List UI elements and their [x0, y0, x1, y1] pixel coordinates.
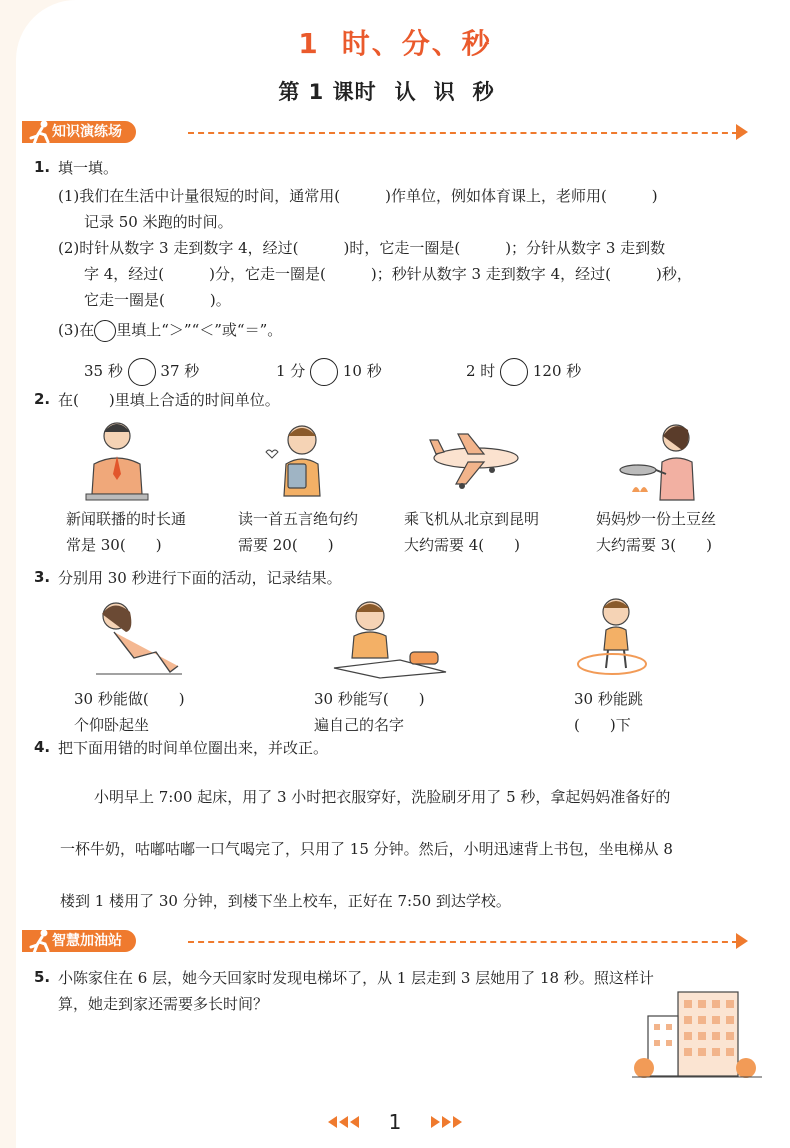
answer-circle[interactable]	[94, 320, 116, 342]
cooking-mother-icon	[616, 416, 706, 502]
caption-line: 常是 30( )	[66, 536, 162, 554]
question-text: 字 4，经过( )分，它走一圈是( )；秒针从数字 3 走到数字 4，经过( )秒，	[84, 265, 692, 283]
prev-arrow-icon	[339, 1116, 348, 1128]
next-arrow-icon	[442, 1116, 451, 1128]
question-text-suffix: 里填上“＞”“＜”或“＝”。	[116, 321, 283, 339]
prev-arrow-icon	[328, 1116, 337, 1128]
compare-right: 120 秒	[532, 362, 582, 380]
caption-line: 妈妈炒一份土豆丝	[596, 510, 717, 528]
question-text: 小陈家住在 6 层，她今天回家时发现电梯坏了，从 1 层走到 3 层她用了 18 秒。照这样计	[58, 969, 654, 987]
caption-line: 需要 20( )	[238, 536, 334, 554]
situp-girl-icon	[86, 596, 186, 678]
caption	[238, 506, 358, 558]
question-title: 分别用 30 秒进行下面的活动，记录结果。	[58, 569, 342, 587]
caption-line: 大约需要 3( )	[596, 536, 713, 554]
question-number: 1.	[34, 158, 51, 176]
compare-left: 35 秒	[84, 362, 123, 380]
section-dashed-line	[188, 941, 738, 943]
question-title: 填一填。	[58, 159, 119, 177]
story-line: 小明早上 7:00 起床，用了 3 小时把衣服穿好，洗脸刷牙用了 5 秒，拿起妈妈准备好的	[94, 788, 671, 806]
question-text	[58, 320, 282, 342]
question-number: 3.	[34, 568, 51, 586]
story-line: 楼到 1 楼用了 30 分钟，到楼下坐上校车，正好在 7:50 到达学校。	[60, 892, 511, 910]
caption	[574, 686, 643, 738]
answer-circle[interactable]	[500, 358, 528, 386]
question-number: 5.	[34, 968, 51, 986]
section-banner-challenge	[0, 930, 790, 954]
compare-right: 10 秒	[342, 362, 382, 380]
question-title: 在( )里填上合适的时间单位。	[58, 391, 280, 409]
caption-line: 大约需要 4( )	[404, 536, 521, 554]
caption-line: 个仰卧起坐	[74, 716, 150, 734]
writing-boy-icon	[330, 594, 450, 680]
caption-line: ( )下	[574, 716, 631, 734]
next-arrow-icon	[453, 1116, 462, 1128]
section-label: 知识演练场	[52, 124, 122, 140]
answer-circle[interactable]	[128, 358, 156, 386]
caption	[596, 506, 716, 558]
page-number: 1	[388, 1109, 402, 1134]
question-title: 把下面用错的时间单位圈出来，并改正。	[58, 739, 329, 757]
prev-arrow-icon	[350, 1116, 359, 1128]
question-text: 它走一圈是( )。	[84, 291, 231, 309]
next-arrow-icon	[431, 1116, 440, 1128]
caption-line: 30 秒能做( )	[74, 690, 185, 708]
caption	[74, 686, 185, 738]
compare-item	[466, 358, 581, 386]
question-text: (1)我们在生活中计量很短的时间，通常用( )作单位，例如体育课上，老师用( )	[58, 187, 658, 205]
apartment-buildings-icon	[632, 986, 762, 1082]
caption-line: 读一首五言绝句约	[238, 510, 359, 528]
lesson-label: 第 1 课时	[278, 80, 377, 104]
compare-left: 1 分	[276, 362, 306, 380]
question-text: (2)时针从数字 3 走到数字 4，经过( )时，它走一圈是( )；分针从数字 3 走到数	[58, 239, 666, 257]
question-text: 记录 50 米跑的时间。	[84, 213, 233, 231]
airplane-icon	[428, 428, 528, 490]
section-banner-practice	[0, 121, 790, 145]
rope-jumping-boy-icon	[576, 592, 656, 682]
question-text-prefix: (3)在	[58, 321, 95, 339]
compare-item	[276, 358, 382, 386]
caption	[314, 686, 425, 738]
caption	[66, 506, 186, 558]
caption-line: 遍自己的名字	[314, 716, 405, 734]
section-arrow	[736, 124, 748, 140]
section-arrow	[736, 933, 748, 949]
caption	[404, 506, 539, 558]
question-number: 2.	[34, 390, 51, 408]
question-text: 算，她走到家还需要多长时间？	[58, 995, 269, 1013]
caption-line: 30 秒能跳	[574, 690, 643, 708]
lesson-title	[0, 76, 790, 106]
chapter-number: 1	[298, 27, 320, 60]
news-anchor-icon	[82, 414, 152, 504]
story-line: 一杯牛奶，咕嘟咕嘟一口气喝完了，只用了 15 分钟。然后，小明迅速背上书包，坐电梯从 8	[60, 840, 673, 858]
compare-right: 37 秒	[160, 362, 200, 380]
section-dashed-line	[188, 132, 738, 134]
caption-line: 乘飞机从北京到昆明	[404, 510, 540, 528]
chapter-title	[0, 22, 790, 62]
reading-boy-icon	[258, 418, 338, 500]
caption-line: 30 秒能写( )	[314, 690, 425, 708]
chapter-title-text: 时、分、秒	[341, 27, 492, 60]
running-person-icon	[26, 118, 54, 146]
lesson-title-text: 认识秒	[394, 80, 512, 104]
answer-circle[interactable]	[310, 358, 338, 386]
page-footer	[0, 1108, 790, 1134]
question-number: 4.	[34, 738, 51, 756]
section-label: 智慧加油站	[52, 933, 122, 949]
compare-item	[84, 358, 199, 386]
compare-left: 2 时	[466, 362, 496, 380]
running-person-icon	[26, 927, 54, 955]
caption-line: 新闻联播的时长通	[66, 510, 187, 528]
